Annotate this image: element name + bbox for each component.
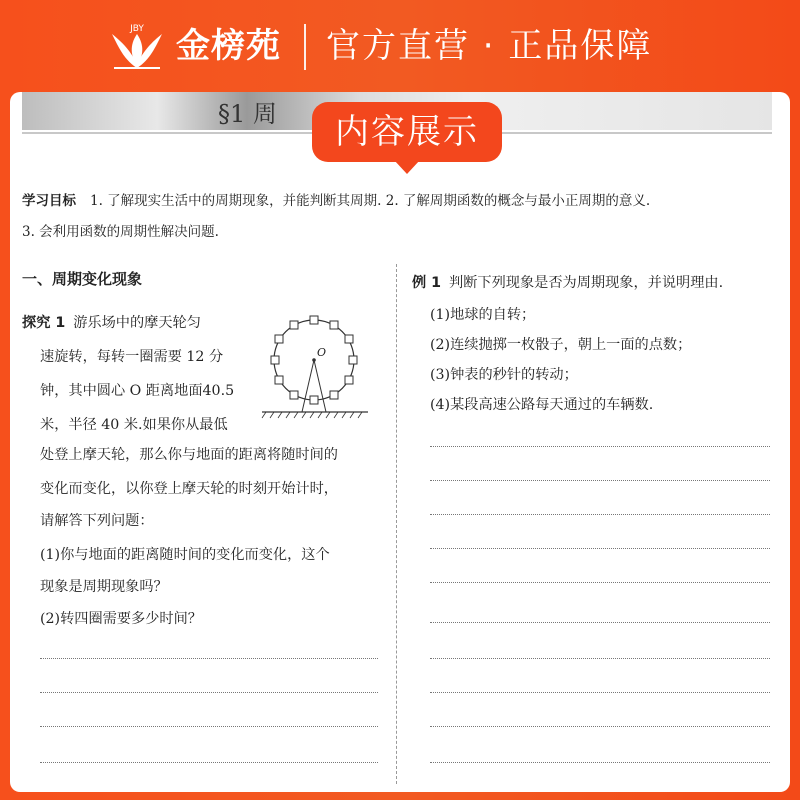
example-item: (2)连续抛掷一枚骰子，朝上一面的点数； [430,337,692,353]
answer-line [430,726,770,727]
question-1-line-1: (1)你与地面的距离随时间的变化而变化，这个 [40,547,330,563]
question-2: (2)转四圈需要多少时间？ [40,611,202,627]
answer-line [430,692,770,693]
answer-line [430,446,770,447]
explore-text-1: 游乐场中的摩天轮匀 [73,315,201,331]
ferris-wheel-figure [260,310,370,422]
logo-letters: JBY [130,24,144,34]
goals-line-2: 3. 会利用函数的周期性解决问题. [22,224,219,240]
section-title: 一、周期变化现象 [22,270,143,288]
answer-line [430,622,770,623]
header-bar [0,0,800,92]
answer-line [40,726,378,727]
answer-line [430,762,770,763]
learning-goals [22,186,782,248]
example-item: (4)某段高速公路每天通过的车辆数. [430,397,654,413]
answer-line [430,582,770,583]
explore-line-1 [22,306,201,340]
example-text: 判断下列现象是否为周期现象，并说明理由. [449,275,724,291]
explore-line-2: 速旋转，每转一圈需要 12 分 [40,349,224,365]
answer-line [40,658,378,659]
answer-line [40,762,378,763]
example-1-heading [412,266,723,300]
explore-line-3: 钟，其中圆心 O 距离地面40.5 [40,383,235,399]
goals-title: 学习目标 [22,193,76,209]
explore-line-7: 请解答下列问题： [40,513,154,529]
banner-section-label: §1 周 [218,100,277,128]
question-1-line-2: 现象是周期现象吗？ [40,579,168,595]
answer-line [430,514,770,515]
explore-line-4: 米，半径 40 米.如果你从最低 [40,417,228,433]
explore-lead: 探究 1 [22,315,66,331]
explore-line-5: 处登上摩天轮，那么你与地面的距离将随时间的 [40,447,338,463]
goals-line-1: 1. 了解现实生活中的周期现象，并能判断其周期. 2. 了解周期函数的概念与最小正周期的意义. [90,193,651,209]
example-item: (1)地球的自转； [430,307,536,323]
brand-name: 金榜苑 [176,26,281,66]
explore-line-6: 变化而变化，以你登上摩天轮的时刻开始计时， [40,481,338,497]
answer-line [40,692,378,693]
content-display-badge: 内容展示 [312,102,502,162]
header-divider [304,24,306,70]
example-lead: 例 1 [412,275,441,291]
header-slogan: 官方直营 · 正品保障 [326,26,653,66]
badge-pointer [394,160,420,174]
answer-line [430,658,770,659]
brand-logo-icon [104,20,170,72]
content-card [10,92,790,792]
wheel-center-label: O [317,346,327,359]
answer-line [430,480,770,481]
example-item: (3)钟表的秒针的转动； [430,367,578,383]
answer-line [430,548,770,549]
column-divider [396,264,397,784]
